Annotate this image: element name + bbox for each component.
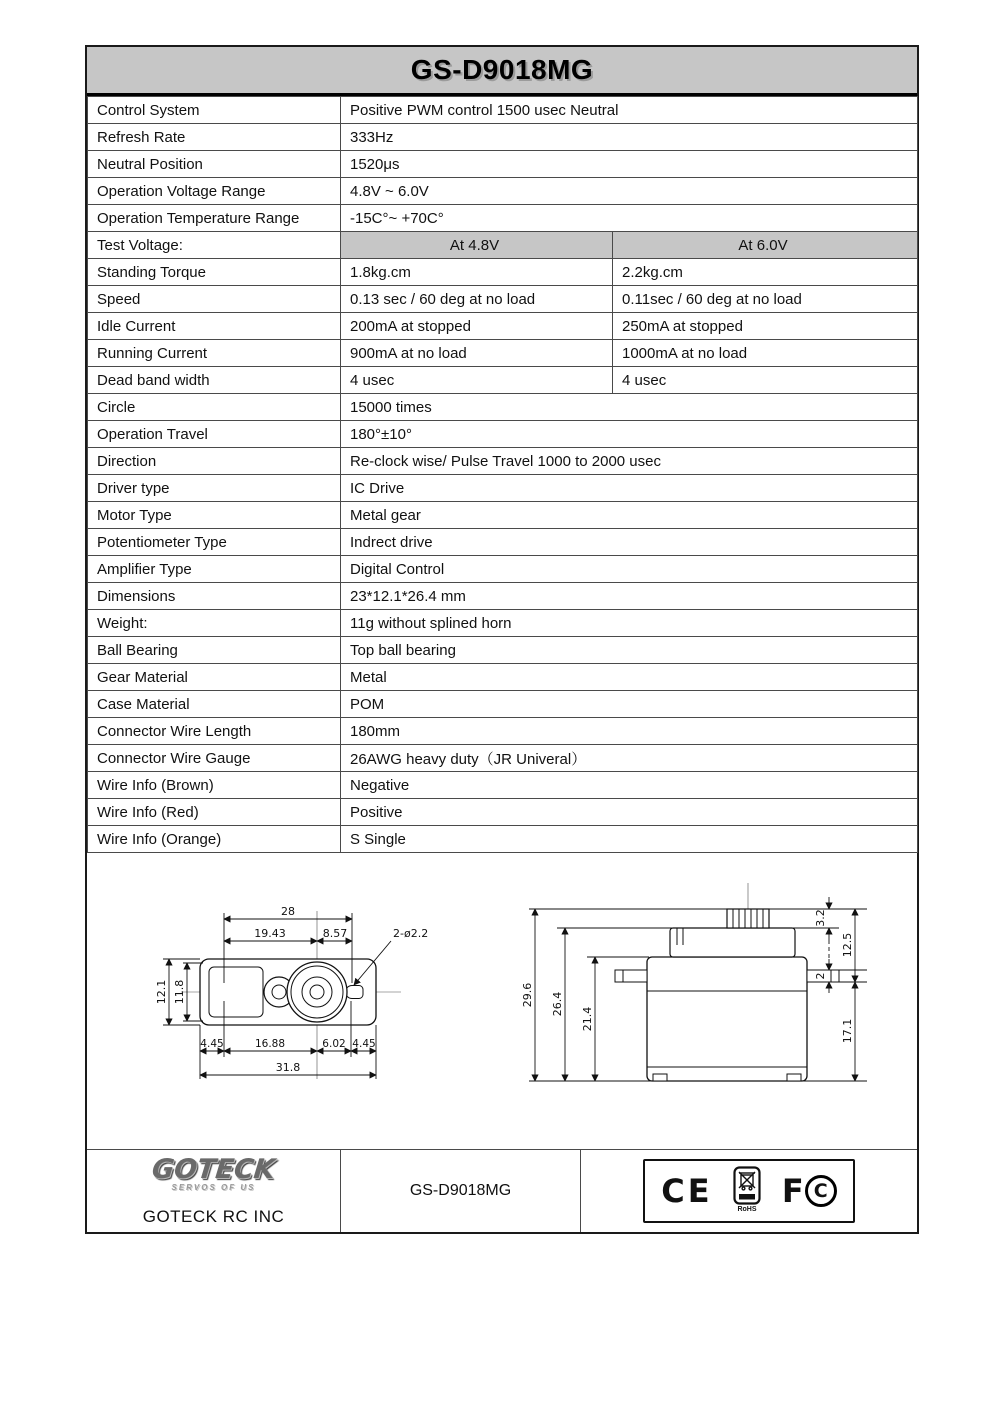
spec-value: S Single	[341, 826, 918, 853]
footer-logo-cell	[87, 1150, 341, 1232]
spec-label: Operation Temperature Range	[88, 205, 341, 232]
spec-value-60: 1000mA at no load	[613, 340, 918, 367]
spec-value: Top ball bearing	[341, 637, 918, 664]
spec-label: Operation Voltage Range	[88, 178, 341, 205]
spec-value: Digital Control	[341, 556, 918, 583]
page-title: GS-D9018MG	[87, 47, 917, 96]
spec-label: Connector Wire Length	[88, 718, 341, 745]
dimension-drawings	[87, 853, 917, 1149]
spec-value-48: At 4.8V	[341, 232, 613, 259]
dim-left-seg: 19.43	[254, 927, 286, 940]
dim-top-section: 12.5	[841, 932, 854, 958]
dim-b1: 4.45	[200, 1038, 224, 1050]
dim-b3: 6.02	[322, 1038, 346, 1050]
dim-b2: 16.88	[254, 1038, 286, 1050]
side-view-body	[615, 883, 839, 1081]
top-view-drawing	[145, 879, 480, 1101]
fcc-mark	[782, 1172, 837, 1210]
table-row	[88, 502, 918, 529]
spec-value-60: At 6.0V	[613, 232, 918, 259]
dim-height-outer: 12.1	[155, 979, 168, 1005]
spec-value: 23*12.1*26.4 mm	[341, 583, 918, 610]
table-row	[88, 583, 918, 610]
spec-label: Case Material	[88, 691, 341, 718]
spec-value-60: 0.11sec / 60 deg at no load	[613, 286, 918, 313]
table-row	[88, 745, 918, 772]
top-view-body	[181, 911, 401, 1079]
spec-value: 15000 times	[341, 394, 918, 421]
ce-mark: CE	[661, 1172, 713, 1210]
spec-label: Connector Wire Gauge	[88, 745, 341, 772]
rohs-icon	[733, 1166, 761, 1217]
table-row	[88, 340, 918, 367]
table-row	[88, 718, 918, 745]
spec-label: Gear Material	[88, 664, 341, 691]
spec-value-60: 2.2kg.cm	[613, 259, 918, 286]
spec-table	[87, 96, 918, 853]
company-name: GOTECK RC INC	[142, 1207, 285, 1226]
spec-label: Wire Info (Orange)	[88, 826, 341, 853]
footer-model-cell	[341, 1150, 581, 1232]
spec-value-48: 200mA at stopped	[341, 313, 613, 340]
spec-value: 180°±10°	[341, 421, 918, 448]
spec-value: Positive	[341, 799, 918, 826]
side-view-drawing	[507, 871, 892, 1096]
table-row	[88, 529, 918, 556]
spec-label: Speed	[88, 286, 341, 313]
spec-value-60: 4 usec	[613, 367, 918, 394]
spec-value: 4.8V ~ 6.0V	[341, 178, 918, 205]
table-row	[88, 313, 918, 340]
rohs-label: RoHS	[737, 1205, 757, 1212]
spec-label: Running Current	[88, 340, 341, 367]
dim-span: 28	[281, 905, 295, 918]
spec-value: Metal	[341, 664, 918, 691]
table-row	[88, 475, 918, 502]
spec-value-60: 250mA at stopped	[613, 313, 918, 340]
goteck-logo-text: GOTECK	[150, 1154, 277, 1185]
table-row	[88, 97, 918, 124]
spec-label: Test Voltage:	[88, 232, 341, 259]
table-row	[88, 610, 918, 637]
table-row	[88, 205, 918, 232]
table-row	[88, 448, 918, 475]
dim-tab: 2	[814, 972, 827, 980]
spec-value-48: 4 usec	[341, 367, 613, 394]
spec-value: POM	[341, 691, 918, 718]
spec-label: Wire Info (Red)	[88, 799, 341, 826]
table-row	[88, 367, 918, 394]
goteck-logo-tagline: SERVOS OF US	[171, 1183, 256, 1192]
model-number: GS-D9018MG	[409, 1182, 512, 1199]
certification-box	[643, 1159, 855, 1223]
table-row-test-voltage	[88, 232, 918, 259]
dim-height-inner: 11.8	[173, 979, 186, 1005]
spec-value: 1520μs	[341, 151, 918, 178]
spec-label: Ball Bearing	[88, 637, 341, 664]
spec-label: Neutral Position	[88, 151, 341, 178]
table-row	[88, 259, 918, 286]
spec-value: Indrect drive	[341, 529, 918, 556]
dim-upper-height: 26.4	[551, 991, 564, 1017]
table-row	[88, 664, 918, 691]
footer-row	[87, 1149, 917, 1232]
spec-label: Refresh Rate	[88, 124, 341, 151]
table-row	[88, 178, 918, 205]
spec-value-48: 1.8kg.cm	[341, 259, 613, 286]
spec-sheet	[85, 45, 919, 1234]
spec-value: Negative	[341, 772, 918, 799]
spec-label: Amplifier Type	[88, 556, 341, 583]
spec-label: Direction	[88, 448, 341, 475]
table-row	[88, 826, 918, 853]
table-row	[88, 124, 918, 151]
fcc-f: F	[781, 1172, 804, 1210]
table-row	[88, 286, 918, 313]
spec-label: Standing Torque	[88, 259, 341, 286]
table-row	[88, 394, 918, 421]
dim-lower: 17.1	[841, 1018, 854, 1044]
spec-label: Operation Travel	[88, 421, 341, 448]
spec-label: Potentiometer Type	[88, 529, 341, 556]
spec-label: Dead band width	[88, 367, 341, 394]
spec-value-48: 0.13 sec / 60 deg at no load	[341, 286, 613, 313]
spec-label: Control System	[88, 97, 341, 124]
spec-value: Metal gear	[341, 502, 918, 529]
dim-total-height: 29.6	[521, 982, 534, 1008]
dim-spline: 3.2	[814, 909, 827, 927]
table-row	[88, 637, 918, 664]
table-row	[88, 772, 918, 799]
spec-value: 333Hz	[341, 124, 918, 151]
spec-value: 180mm	[341, 718, 918, 745]
dim-b4: 4.45	[352, 1038, 376, 1050]
footer-cert-cell	[581, 1150, 917, 1232]
dim-right-seg: 8.57	[322, 927, 348, 940]
spec-label: Dimensions	[88, 583, 341, 610]
spec-label: Weight:	[88, 610, 341, 637]
spec-value: IC Drive	[341, 475, 918, 502]
table-row	[88, 691, 918, 718]
spec-value: Positive PWM control 1500 usec Neutral	[341, 97, 918, 124]
spec-label: Driver type	[88, 475, 341, 502]
table-row	[88, 799, 918, 826]
table-row	[88, 556, 918, 583]
table-row	[88, 151, 918, 178]
spec-value: -15C°~ +70C°	[341, 205, 918, 232]
dim-total-width: 31.8	[275, 1061, 301, 1074]
hole-callout: 2-ø2.2	[393, 927, 429, 940]
goteck-logo	[87, 1156, 340, 1192]
table-row	[88, 421, 918, 448]
spec-value: Re-clock wise/ Pulse Travel 1000 to 2000 usec	[341, 448, 918, 475]
dim-body-height: 21.4	[581, 1006, 594, 1032]
spec-value: 26AWG heavy duty（JR Univeral）	[341, 745, 918, 772]
spec-label: Motor Type	[88, 502, 341, 529]
spec-value: 11g without splined horn	[341, 610, 918, 637]
spec-label: Circle	[88, 394, 341, 421]
fcc-c: C	[805, 1175, 837, 1207]
spec-label: Wire Info (Brown)	[88, 772, 341, 799]
spec-value-48: 900mA at no load	[341, 340, 613, 367]
spec-label: Idle Current	[88, 313, 341, 340]
